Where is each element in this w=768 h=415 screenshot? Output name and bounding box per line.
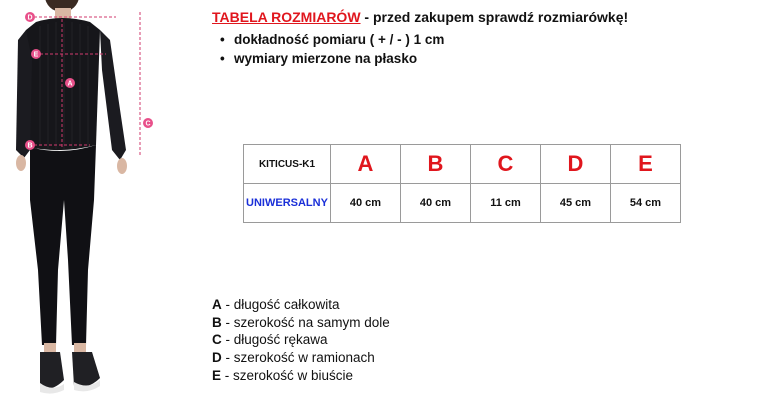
column-a-header: A xyxy=(331,145,401,184)
model-figure xyxy=(0,0,200,415)
marker-b xyxy=(25,140,35,150)
legend-item-a: A - długość całkowita xyxy=(212,297,340,312)
column-c-header: C xyxy=(471,145,541,184)
size-table xyxy=(243,144,681,223)
legend-item-e: E - szerokość w biuście xyxy=(212,367,354,383)
page-heading xyxy=(212,9,628,25)
note-flat-measure: • wymiary mierzone na płasko xyxy=(220,49,444,68)
svg-text:B: B xyxy=(27,142,33,150)
marker-d xyxy=(25,12,35,22)
heading-title: TABELA ROZMIARÓW xyxy=(212,9,361,25)
svg-text:E: E xyxy=(33,51,39,59)
size-name-cell: UNIWERSALNY xyxy=(244,184,331,223)
marker-a xyxy=(65,78,75,88)
value-e-cell: 54 cm xyxy=(611,184,681,223)
svg-text:A: A xyxy=(67,80,73,88)
svg-text:D: D xyxy=(27,14,33,22)
value-d-cell: 45 cm xyxy=(541,184,611,223)
legend-item-c: C - długość rękawa xyxy=(212,332,328,348)
model-code-cell: KITICUS-K1 xyxy=(244,145,331,184)
measurement-notes xyxy=(220,30,444,68)
note-accuracy: • dokładność pomiaru ( + / - ) 1 cm xyxy=(220,30,444,49)
size-table-header-row xyxy=(244,145,681,184)
column-e-header: E xyxy=(611,145,681,184)
svg-text:C: C xyxy=(145,120,151,128)
legend-item-b: B - szerokość na samym dole xyxy=(212,314,390,330)
heading-subtitle: - przed zakupem sprawdź rozmiarówkę! xyxy=(360,9,629,25)
value-b-cell: 40 cm xyxy=(401,184,471,223)
model-silhouette xyxy=(16,0,127,394)
marker-c xyxy=(143,118,153,128)
column-b-header: B xyxy=(401,145,471,184)
value-c-cell: 11 cm xyxy=(471,184,541,223)
column-d-header: D xyxy=(541,145,611,184)
legend-item-d: D - szerokość w ramionach xyxy=(212,350,375,366)
measurement-legend xyxy=(212,296,390,384)
marker-e xyxy=(31,49,41,59)
value-a-cell: 40 cm xyxy=(331,184,401,223)
size-table-row xyxy=(244,184,681,223)
